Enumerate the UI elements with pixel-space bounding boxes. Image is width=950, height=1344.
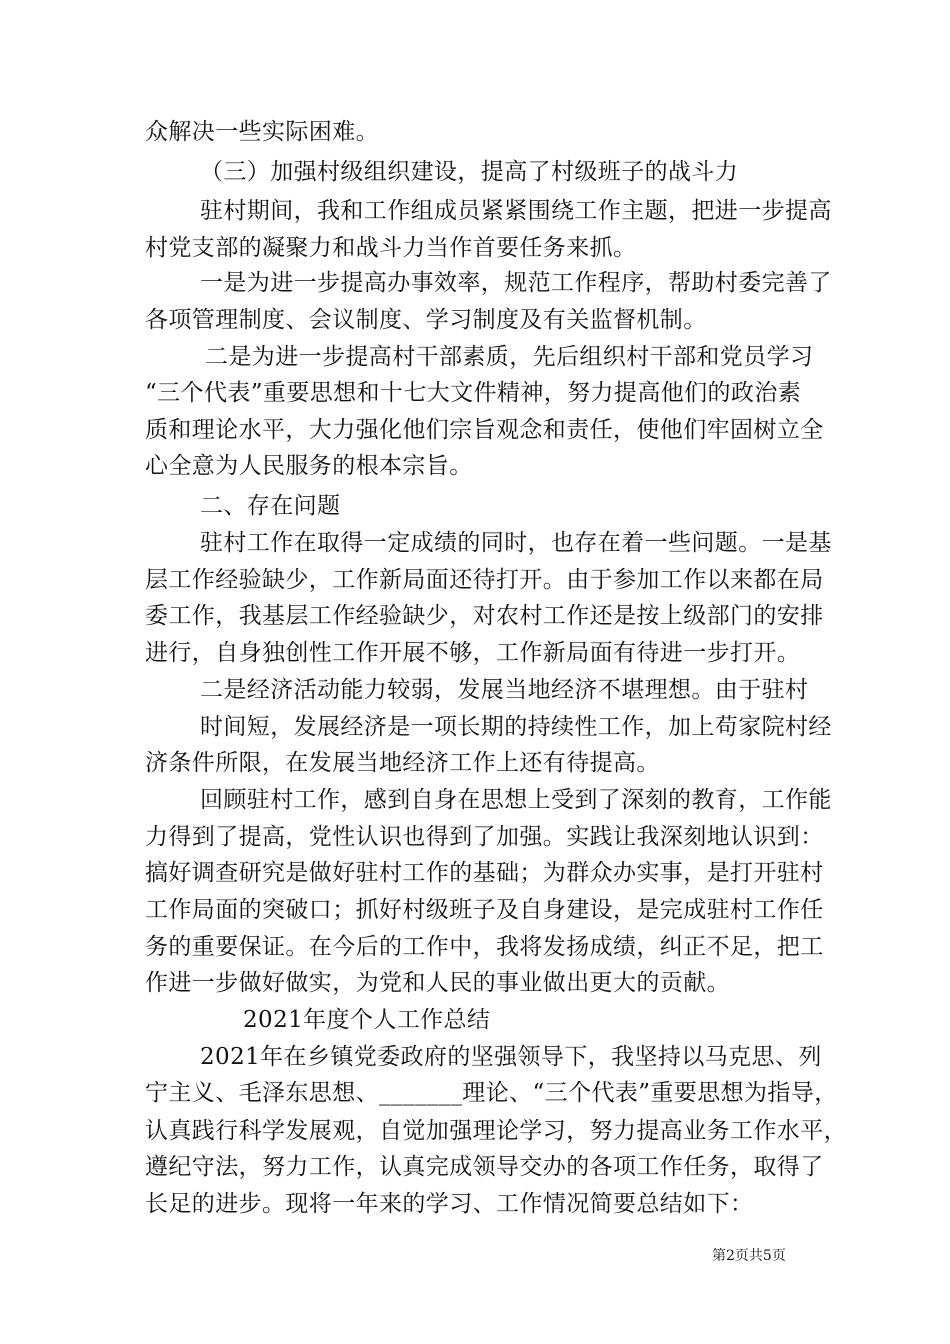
text-line: 二是为进一步提高村干部素质，先后组织村干部和党员学习 xyxy=(205,344,814,370)
text-line: 2021年在乡镇党委政府的坚强领导下，我坚持以马克思、列 xyxy=(200,1044,822,1070)
section-heading: 二、存在问题 xyxy=(200,493,341,519)
text-line: 众解决一些实际困难。 xyxy=(145,119,379,145)
text-line: 力得到了提高，党性认识也得到了加强。实践让我深刻地认识到： xyxy=(145,824,824,850)
text-line: 各项管理制度、会议制度、学习制度及有关监督机制。 xyxy=(145,307,707,333)
text-line: 二是经济活动能力较弱，发展当地经济不堪理想。由于驻村 xyxy=(200,677,809,703)
text-line: 质和理论水平，大力强化他们宗旨观念和责任，使他们牢固树立全 xyxy=(145,417,824,443)
text-line: 遵纪守法，努力工作，认真完成领导交办的各项工作任务，取得了 xyxy=(145,1154,824,1180)
text-line: 委工作，我基层工作经验缺少，对农村工作还是按上级部门的安排 xyxy=(145,603,824,629)
text-line: “三个代表”重要思想和十七大文件精神，努力提高他们的政治素 xyxy=(145,380,802,406)
text-line: 心全意为人民服务的根本宗旨。 xyxy=(145,453,473,479)
text-line: 回顾驻村工作，感到自身在思想上受到了深刻的教育，工作能 xyxy=(200,787,832,813)
text-line: 村党支部的凝聚力和战斗力当作首要任务来抓。 xyxy=(145,235,637,261)
text-line: 长足的进步。现将一年来的学习、工作情况简要总结如下： xyxy=(145,1191,754,1217)
document-title: 2021年度个人工作总结 xyxy=(243,1007,491,1033)
text-line: 进行，自身独创性工作开展不够，工作新局面有待进一步打开。 xyxy=(145,640,801,666)
text-line: 宁主义、毛泽东思想、_______理论、“三个代表”重要思想为指导， xyxy=(145,1080,838,1106)
text-line: 搞好调查研究是做好驻村工作的基础；为群众办实事，是打开驻村 xyxy=(145,860,824,886)
text-line: 认真践行科学发展观，自觉加强理论学习，努力提高业务工作水平， xyxy=(145,1118,847,1144)
text-line: 一是为进一步提高办事效率，规范工作程序，帮助村委完善了 xyxy=(200,270,832,296)
text-line: 济条件所限，在发展当地经济工作上还有待提高。 xyxy=(145,750,660,776)
text-line: 工作局面的突破口；抓好村级班子及自身建设，是完成驻村工作任 xyxy=(145,897,824,923)
text-line: 层工作经验缺少，工作新局面还待打开。由于参加工作以来都在局 xyxy=(145,567,824,593)
section-heading: （三）加强村级组织建设，提高了村级班子的战斗力 xyxy=(200,159,739,185)
text-line: 作进一步做好做实，为党和人民的事业做出更大的贡献。 xyxy=(145,970,730,996)
text-line: 时间短，发展经济是一项长期的持续性工作，加上苟家院村经 xyxy=(200,714,832,740)
text-line: 务的重要保证。在今后的工作中，我将发扬成绩，纠正不足，把工 xyxy=(145,934,824,960)
page-number: 第2页共5页 xyxy=(712,1248,786,1264)
text-line: 驻村工作在取得一定成绩的同时，也存在着一些问题。一是基 xyxy=(200,530,832,556)
text-line: 驻村期间，我和工作组成员紧紧围绕工作主题，把进一步提高 xyxy=(200,198,832,224)
